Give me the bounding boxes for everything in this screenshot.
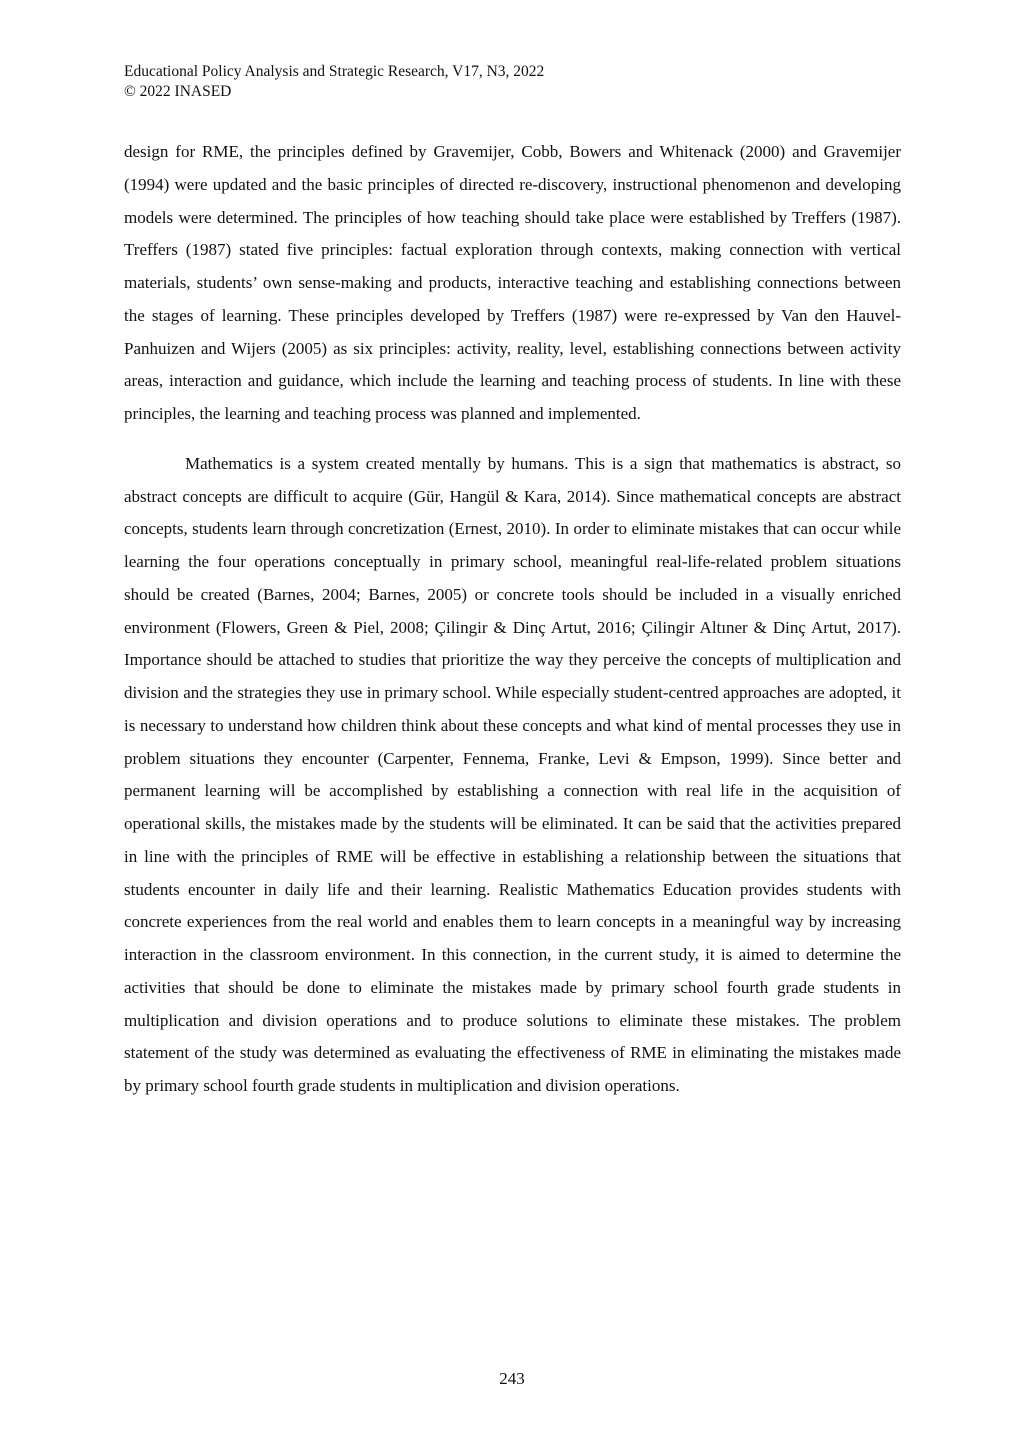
running-header bbox=[124, 62, 904, 102]
article-body bbox=[124, 136, 901, 1103]
copyright-notice: © 2022 INASED bbox=[124, 83, 232, 100]
body-paragraph: Mathematics is a system created mentally by humans. This is a sign that mathematics is abstract, so abstract concepts are difficult to acquire (Gür, Hangül & Kara, 2014). Since mathematical concepts are abstract concepts, students learn through concretization (Ernest, 2010). In order to eliminate mistakes that can occur while learning the four operations conceptually in primary school, meaningful real-life-related problem situations should be created (Barnes, 2004; Barnes, 2005) or concrete tools should be included in a visually enriched environment (Flowers, Green & Piel, 2008; Çilingir & Dinç Artut, 2016; Çilingir Altıner & Dinç Artut, 2017). Importance should be attached to studies that prioritize the way they perceive the concepts of multiplication and division and the strategies they use in primary school. While especially student-centred approaches are adopted, it is necessary to understand how children think about these concepts and what kind of mental processes they use in problem situations they encounter (Carpenter, Fennema, Franke, Levi & Empson, 1999). Since better and permanent learning will be accomplished by establishing a connection with real life in the acquisition of operational skills, the mistakes made by the students will be eliminated. It can be said that the activities prepared in line with the principles of RME will be effective in establishing a relationship between the situations that students encounter in daily life and their learning. Realistic Mathematics Education provides students with concrete experiences from the real world and enables them to learn concepts in a meaningful way by increasing interaction in the classroom environment. In this connection, in the current study, it is aimed to determine the activities that should be done to eliminate the mistakes made by primary school fourth grade students in multiplication and division operations and to produce solutions to eliminate these mistakes. The problem statement of the study was determined as evaluating the effectiveness of RME in eliminating the mistakes made by primary school fourth grade students in multiplication and division operations. bbox=[124, 453, 901, 1095]
journal-citation: Educational Policy Analysis and Strategic Research, V17, N3, 2022 bbox=[124, 63, 545, 80]
body-paragraph: design for RME, the principles defined by Gravemijer, Cobb, Bowers and Whitenack (2000) and Gravemijer (1994) were updated and the basic principles of directed re-discovery, instructional phenomenon and developing models were determined. The principles of how teaching should take place were established by Treffers (1987). Treffers (1987) stated five principles: factual exploration through contexts, making connection with vertical materials, students’ own sense-making and products, interactive teaching and establishing connections between the stages of learning. These principles developed by Treffers (1987) were re-expressed by Van den Hauvel-Panhuizen and Wijers (2005) as six principles: activity, reality, level, establishing connections between activity areas, interaction and guidance, which include the learning and teaching process of students. In line with these principles, the learning and teaching process was planned and implemented. bbox=[124, 142, 901, 423]
page-number: 243 bbox=[499, 1369, 525, 1388]
